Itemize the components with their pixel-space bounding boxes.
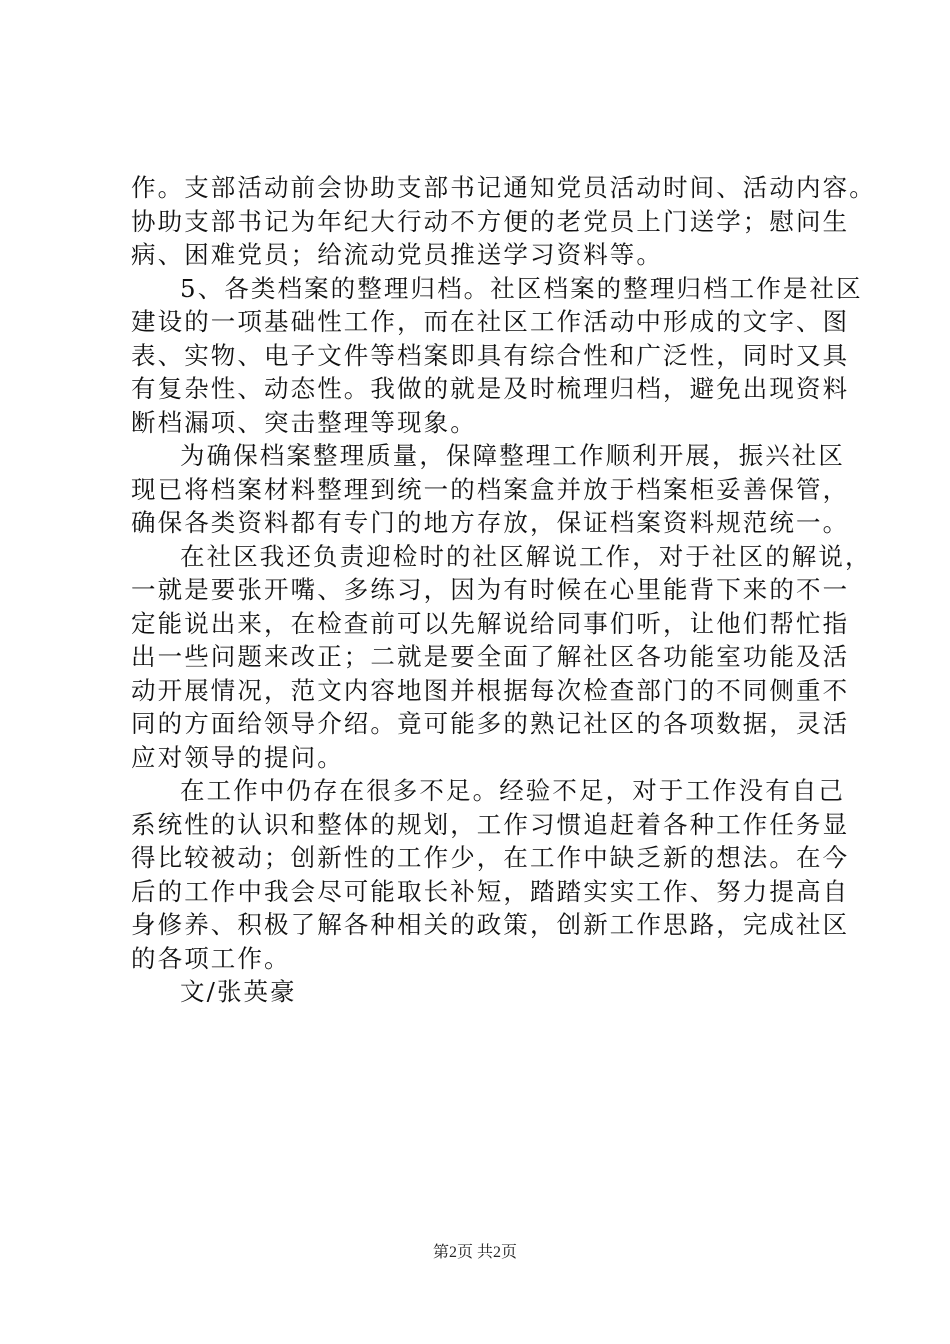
- text-line: 表、实物、电子文件等档案即具有综合性和广泛性，同时又具: [131, 340, 850, 370]
- text-line: 在社区我还负责迎检时的社区解说工作，对于社区的解说，: [180, 541, 872, 571]
- document-body: [131, 171, 876, 1009]
- text-line: 5、各类档案的整理归档。社区档案的整理归档工作是社区: [180, 273, 863, 303]
- text-line: 确保各类资料都有专门的地方存放，保证档案资料规范统一。: [131, 508, 850, 537]
- text-line: 后的工作中我会尽可能取长补短，踏踏实实工作、努力提高自: [131, 876, 850, 906]
- text-line: 出一些问题来改正；二就是要全面了解社区各功能室功能及活: [131, 642, 850, 671]
- text-line: 应对领导的提问。: [131, 742, 344, 772]
- text-line: 的各项工作。: [131, 943, 291, 973]
- text-line: 一就是要张开嘴、多练习，因为有时候在心里能背下来的不一: [131, 575, 850, 604]
- text-line: 有复杂性、动态性。我做的就是及时梳理归档，避免出现资料: [131, 374, 850, 403]
- text-line: 现已将档案材料整理到统一的档案盒并放于档案柜妥善保管，: [131, 474, 850, 504]
- text-line: 定能说出来，在检查前可以先解说给同事们听，让他们帮忙指: [131, 608, 850, 638]
- text-line: 得比较被动；创新性的工作少，在工作中缺乏新的想法。在今: [131, 843, 850, 872]
- text-line: 在工作中仍存在很多不足。经验不足，对于工作没有自己: [180, 776, 845, 805]
- text-line: 断档漏项、突击整理等现象。: [131, 407, 477, 437]
- text-line: 作。支部活动前会协助支部书记通知党员活动时间、活动内容。: [131, 173, 876, 202]
- text-line: 病、困难党员；给流动党员推送学习资料等。: [131, 240, 663, 269]
- text-line: 为确保档案整理质量，保障整理工作顺利开展，振兴社区: [180, 441, 845, 470]
- text-line: 建设的一项基础性工作，而在社区工作活动中形成的文字、图: [131, 307, 850, 336]
- text-line: 协助支部书记为年纪大行动不方便的老党员上门送学；慰问生: [131, 206, 850, 236]
- text-line: 系统性的认识和整体的规划，工作习惯追赶着各种工作任务显: [131, 809, 850, 839]
- text-line: 文/张英豪: [180, 977, 297, 1006]
- text-line: 动开展情况，范文内容地图并根据每次检查部门的不同侧重不: [131, 675, 850, 705]
- text-line: 同的方面给领导介绍。竟可能多的熟记社区的各项数据，灵活: [131, 709, 850, 738]
- text-line: 身修养、积极了解各种相关的政策，创新工作思路，完成社区: [131, 910, 850, 939]
- page-footer: 第2页 共2页: [432, 1244, 517, 1261]
